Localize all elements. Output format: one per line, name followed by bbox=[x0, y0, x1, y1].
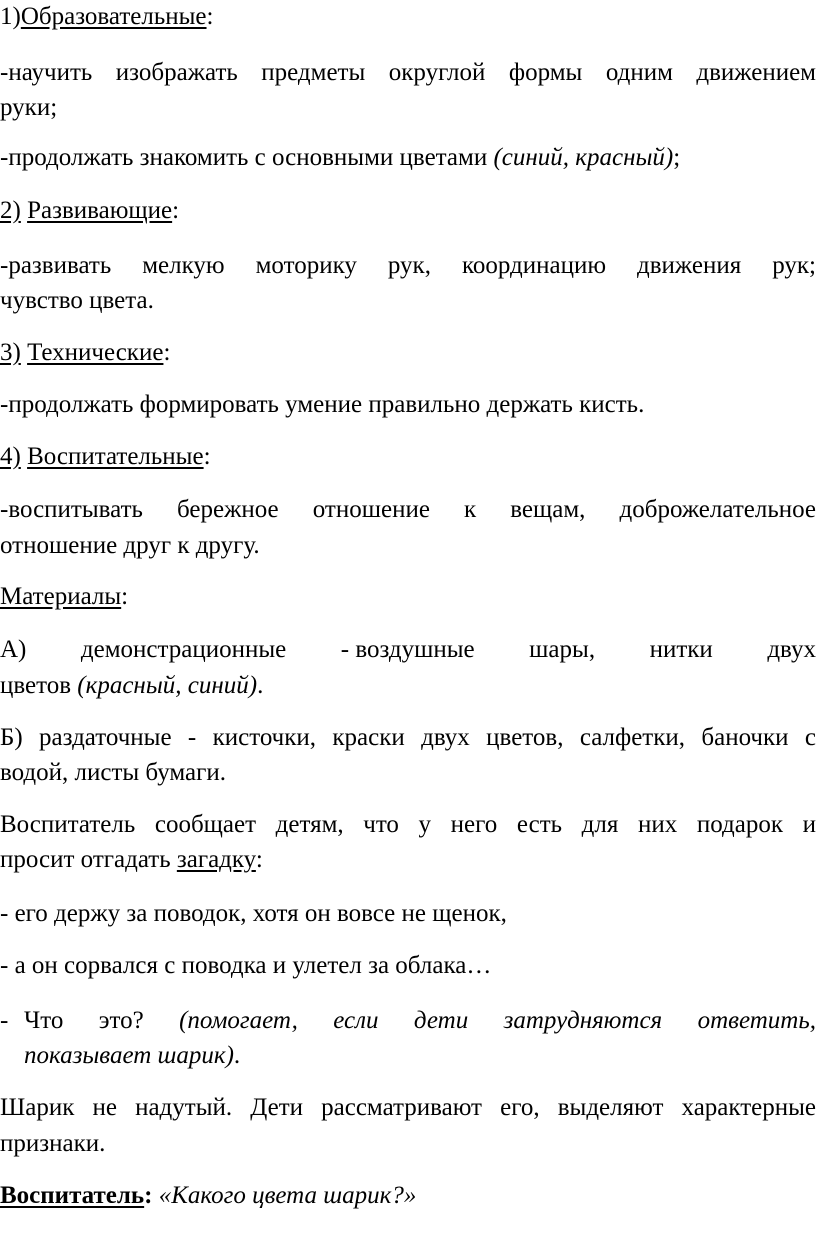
riddle-line: - его держу за поводок, хотя он вовсе не щенок, bbox=[0, 900, 507, 927]
section-title: Образовательные bbox=[20, 3, 207, 30]
paragraph-line: цветов (красный, синий). bbox=[0, 672, 264, 699]
paragraph-line: -научить изображать предметы округлой формы одним движением bbox=[0, 59, 816, 86]
paragraph-line: чувство цвета. bbox=[0, 287, 154, 314]
heading-materials: Материалы: bbox=[0, 583, 129, 610]
paragraph-line: просит отгадать загадку: bbox=[0, 846, 263, 873]
speaker-label: Воспитатель bbox=[0, 1182, 145, 1209]
speaker-question: «Какого цвета шарик?» bbox=[152, 1182, 417, 1209]
italic-note: (синий, красный) bbox=[493, 144, 674, 171]
section-number: 4) bbox=[0, 443, 21, 470]
heading-technical: 3) Технические: bbox=[0, 339, 171, 366]
section-number: 3) bbox=[0, 339, 21, 366]
riddle-word: загадку bbox=[176, 846, 256, 873]
paragraph-line: -развивать мелкую моторику рук, координацию движения рук; bbox=[0, 252, 816, 279]
section-title: Воспитательные bbox=[27, 443, 204, 470]
italic-note: (помогает, если дети затрудняются ответить, bbox=[179, 1007, 816, 1034]
paragraph-line: Воспитатель сообщает детям, что у него есть для них подарок и bbox=[0, 811, 816, 838]
heading-upbringing: 4) Воспитательные: bbox=[0, 443, 211, 470]
paragraph-line: признаки. bbox=[0, 1130, 106, 1157]
dialogue-line: Воспитатель: «Какого цвета шарик?» bbox=[0, 1182, 417, 1209]
riddle-line: показывает шарик). bbox=[24, 1042, 241, 1069]
italic-note: показывает шарик) bbox=[24, 1042, 234, 1069]
heading-developing: 2) Развивающие: bbox=[0, 197, 180, 224]
paragraph-line: водой, листы бумаги. bbox=[0, 759, 227, 786]
section-title: Технические bbox=[27, 339, 164, 366]
section-title: Развивающие bbox=[27, 197, 173, 224]
paragraph-line: руки; bbox=[0, 94, 58, 121]
heading-educational: 1)Образовательные: bbox=[0, 3, 214, 30]
section-title: Материалы bbox=[0, 583, 122, 610]
italic-note: (красный, синий) bbox=[77, 672, 258, 699]
paragraph-line: -воспитывать бережное отношение к вещам, доброжелательное bbox=[0, 496, 816, 523]
paragraph-line: А) демонстрационные - воздушные шары, нитки двух bbox=[0, 636, 816, 663]
paragraph-line: отношение друг к другу. bbox=[0, 532, 260, 559]
paragraph-line: -продолжать формировать умение правильно держать кисть. bbox=[0, 391, 645, 418]
riddle-line: - а он сорвался с поводка и улетел за облака… bbox=[0, 952, 492, 979]
paragraph-line: Б) раздаточные - кисточки, краски двух цветов, салфетки, баночки с bbox=[0, 724, 816, 751]
section-number: 2) bbox=[0, 197, 21, 224]
section-number: 1) bbox=[0, 3, 21, 30]
paragraph-line: Шарик не надутый. Дети рассматривают его, выделяют характерные bbox=[0, 1094, 816, 1121]
paragraph-line: -продолжать знакомить с основными цветами (синий, красный); bbox=[0, 144, 681, 171]
